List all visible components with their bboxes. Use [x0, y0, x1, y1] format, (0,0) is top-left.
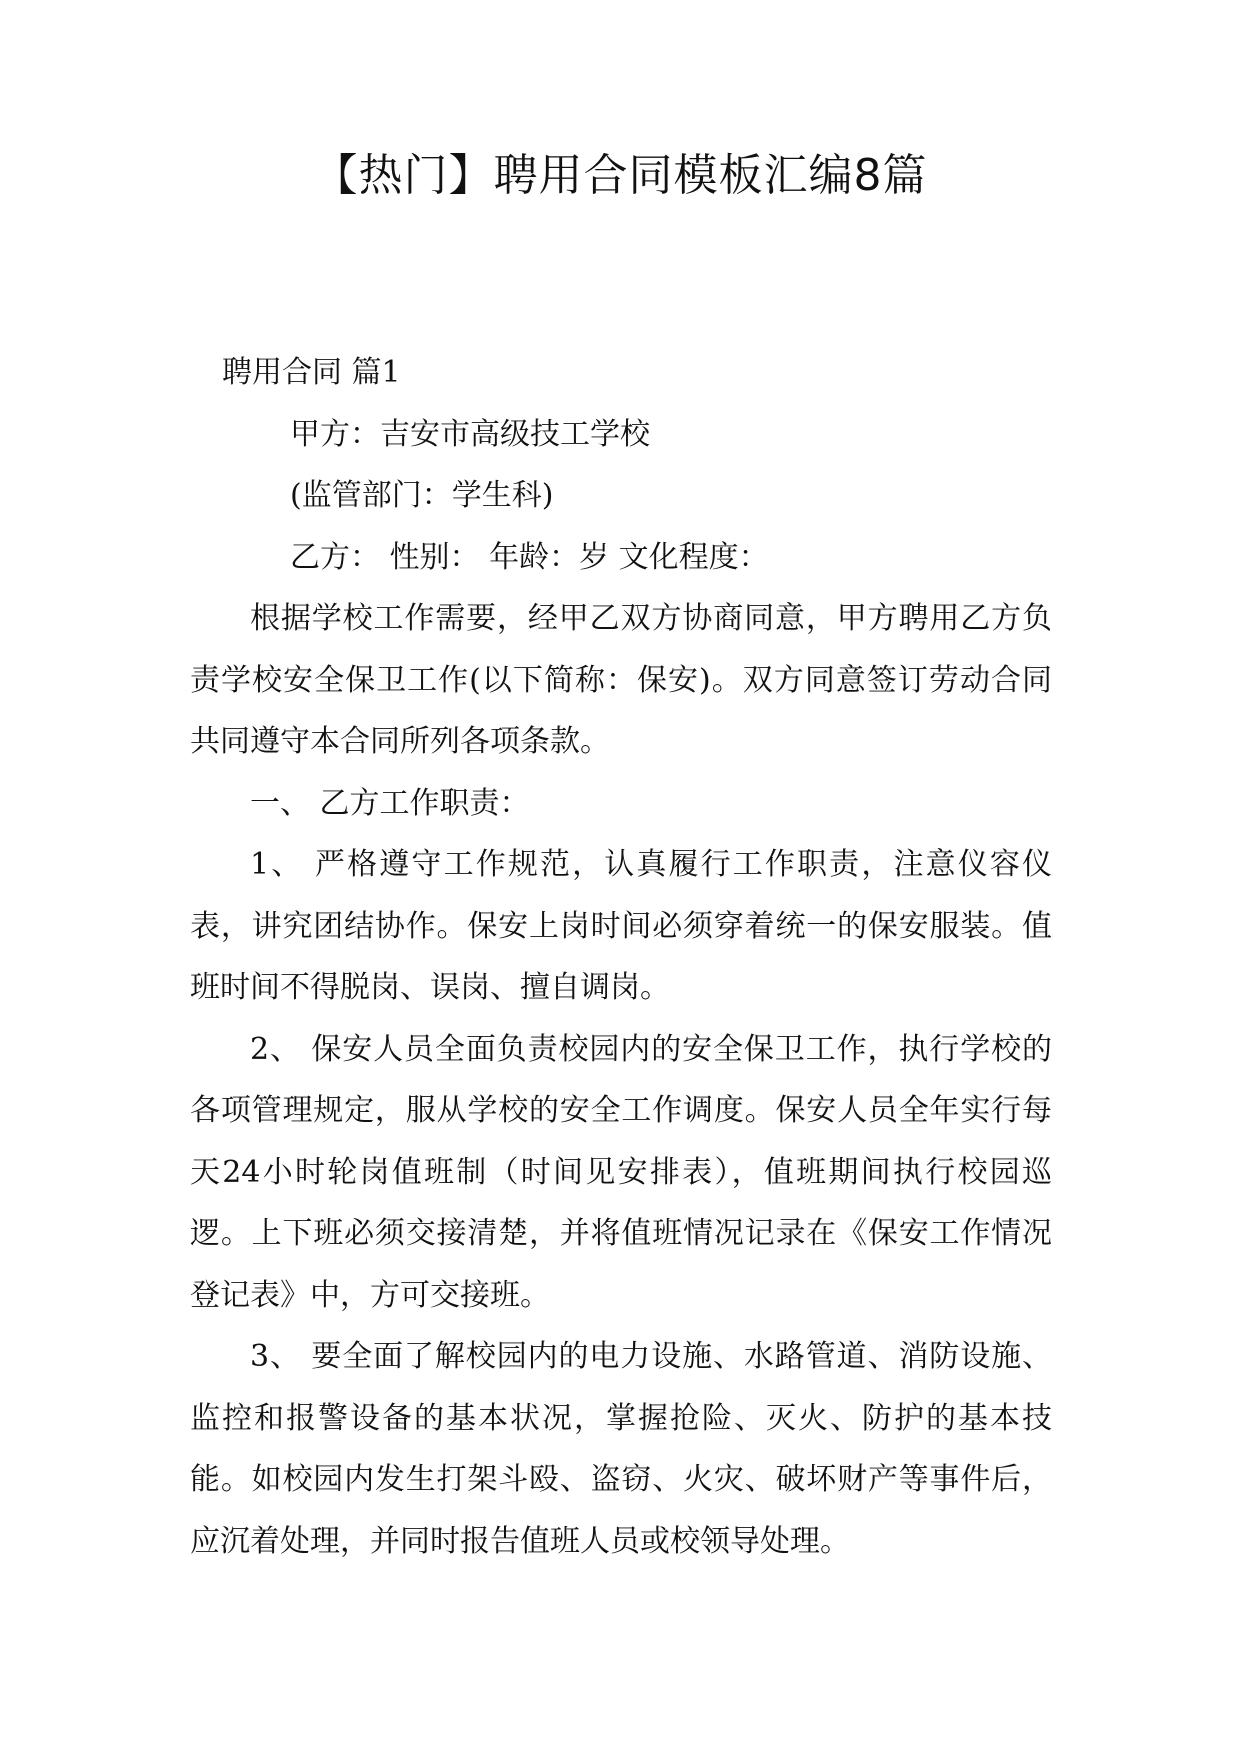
document-title: 【热门】聘用合同模板汇编8篇	[313, 150, 928, 201]
document-body	[190, 342, 1052, 1572]
section-heading: 聘用合同 篇1	[222, 355, 401, 390]
supervisor-line: (监管部门：学生科)	[290, 478, 554, 513]
party-a-line: 甲方：吉安市高级技工学校	[290, 416, 650, 452]
duty-paragraph-3: 3、 要全面了解校园内的电力设施、水路管道、消防设施、监控和报警设备的基本状况，掌握抢险、灭火、防护的基本技能。如校园内发生打架斗殴、盗窃、火灾、破坏财产等事件后，应沉着处理，并同时报告值班人员或校领导处理。	[190, 1339, 1052, 1559]
duty-paragraph-1: 1、 严格遵守工作规范，认真履行工作职责，注意仪容仪表，讲究团结协作。保安上岗时间必须穿着统一的保安服装。值班时间不得脱岗、误岗、擅自调岗。	[190, 847, 1052, 1005]
intro-paragraph: 根据学校工作需要，经甲乙双方协商同意，甲方聘用乙方负责学校安全保卫工作(以下简称：保安)。双方同意签订劳动合同共同遵守本合同所列各项条款。	[190, 601, 1052, 759]
party-b-line: 乙方： 性别： 年龄：岁 文化程度：	[290, 539, 769, 575]
duty-paragraph-2: 2、 保安人员全面负责校园内的安全保卫工作，执行学校的各项管理规定，服从学校的安全工作调度。保安人员全年实行每天24小时轮岗值班制（时间见安排表），值班期间执行校园巡逻。上下班必须交接清楚，并将值班情况记录在《保安工作情况登记表》中，方可交接班。	[190, 1031, 1052, 1313]
duties-heading: 一、 乙方工作职责：	[250, 785, 530, 821]
